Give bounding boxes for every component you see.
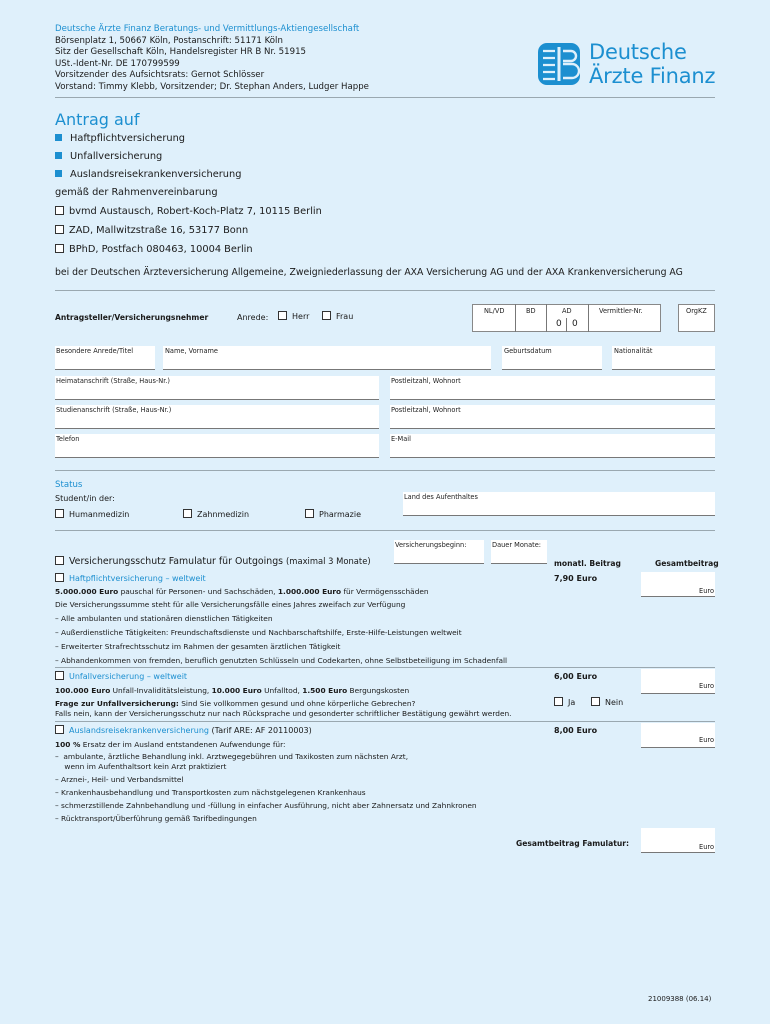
- bullet-icon: [55, 134, 62, 141]
- plz-wohnort-field[interactable]: Postleitzahl, Wohnort: [390, 405, 715, 429]
- telefon-field[interactable]: Telefon: [55, 434, 379, 458]
- framework-intro: gemäß der Rahmenvereinbarung: [55, 187, 218, 198]
- form-number: 21009388 (06.14): [648, 995, 712, 1003]
- header-line: Sitz der Gesellschaft Köln, Handelsregister HR B Nr. 51915: [55, 47, 307, 58]
- status-title: Status: [55, 480, 83, 490]
- ausland-price: 8,00 Euro: [554, 726, 598, 735]
- name-field[interactable]: Name, Vorname: [163, 346, 491, 370]
- divider: [55, 530, 715, 531]
- unfall-question: Frage zur Unfallversicherung: Sind Sie vollkommen gesund und ohne körperliche Gebrechen?: [55, 699, 416, 708]
- code-label-orgkz: OrgKZ: [686, 307, 707, 315]
- total-label: Gesamtbeitrag Famulatur:: [516, 839, 630, 848]
- checkbox-icon[interactable]: [55, 244, 64, 253]
- haftpflicht-item: – Außerdienstliche Tätigkeiten: Freundschaftsdienste und Nachbarschaftshilfe, Erste-Hilfe-Leistungen weltweit: [55, 628, 462, 637]
- form-title: Antrag auf: [55, 110, 140, 129]
- header-line: Vorsitzender des Aufsichtsrats: Gernot Schlösser: [55, 70, 265, 81]
- haftpflicht-option[interactable]: Haftpflichtversicherung – weltweit: [55, 573, 206, 583]
- column-total: Gesamtbeitrag: [655, 559, 719, 568]
- haftpflicht-item: – Erweiterter Strafrechtsschutz im Rahmen der gesamten ärztlichen Tätigkeit: [55, 642, 341, 651]
- checkbox-icon[interactable]: [55, 509, 64, 518]
- unfall-sum-line: 100.000 Euro Unfall-Invaliditätsleistung, 10.000 Euro Unfalltod, 1.500 Euro Bergungskosten: [55, 686, 410, 695]
- coverage-title[interactable]: Versicherungsschutz Famulatur für Outgoings (maximal 3 Monate): [55, 556, 371, 567]
- ausland-item: – Rücktransport/Überführung gemäß Tarifbedingungen: [55, 814, 257, 823]
- status-option-pharmazie[interactable]: Pharmazie: [305, 509, 361, 519]
- company-logo: [537, 42, 717, 88]
- status-option-humanmedizin[interactable]: Humanmedizin: [55, 509, 129, 519]
- code-label-nlvd: NL/VD: [484, 307, 505, 315]
- logo-text-line1: Deutsche: [589, 40, 687, 64]
- unfall-total-field[interactable]: Euro: [641, 669, 715, 694]
- unfall-option[interactable]: Unfallversicherung – weltweit: [55, 671, 187, 681]
- anrede-frau-option[interactable]: Frau: [322, 311, 353, 321]
- divider: [55, 667, 715, 668]
- anrede-label: Anrede:: [237, 313, 269, 322]
- heimatanschrift-field[interactable]: Heimatanschrift (Straße, Haus-Nr.): [55, 376, 379, 400]
- framework-option-bvmd[interactable]: bvmd Austausch, Robert-Koch-Platz 7, 10115 Berlin: [55, 206, 322, 217]
- insurance-type-item: Auslandsreisekrankenversicherung: [55, 169, 241, 180]
- checkbox-icon[interactable]: [278, 311, 287, 320]
- applicant-section-label: Antragsteller/Versicherungsnehmer: [55, 313, 209, 322]
- ausland-total-field[interactable]: Euro: [641, 723, 715, 748]
- bullet-icon: [55, 170, 62, 177]
- studienanschrift-field[interactable]: Studienanschrift (Straße, Haus-Nr.): [55, 405, 379, 429]
- checkbox-icon[interactable]: [55, 671, 64, 680]
- divider: [55, 97, 715, 98]
- checkbox-icon[interactable]: [305, 509, 314, 518]
- framework-option-bphd[interactable]: BPhD, Postfach 080463, 10004 Berlin: [55, 244, 253, 255]
- insurance-type-item: Unfallversicherung: [55, 151, 162, 162]
- logo-mark-icon: [537, 42, 581, 86]
- ausland-intro: 100 % Ersatz der im Ausland entstandenen Aufwendunge für:: [55, 740, 286, 749]
- framework-option-zad[interactable]: ZAD, Mallwitzstraße 16, 53177 Bonn: [55, 225, 248, 236]
- checkbox-icon[interactable]: [183, 509, 192, 518]
- header-line: Börsenplatz 1, 50667 Köln, Postanschrift: 51171 Köln: [55, 35, 283, 46]
- haftpflicht-item: – Alle ambulanten und stationären dienstlichen Tätigkeiten: [55, 614, 273, 623]
- student-label: Student/in der:: [55, 494, 115, 503]
- code-label-ad: AD: [562, 307, 572, 315]
- ad-digit: 0: [556, 319, 562, 329]
- checkbox-icon[interactable]: [554, 697, 563, 706]
- haftpflicht-sum-line: 5.000.000 Euro pauschal für Personen- und Sachschäden, 1.000.000 Euro für Vermögensschäden: [55, 587, 429, 596]
- haftpflicht-total-field[interactable]: Euro: [641, 572, 715, 597]
- code-label-vermittler: Vermittler-Nr.: [599, 307, 643, 315]
- divider: [55, 721, 715, 722]
- header-line: Vorstand: Timmy Klebb, Vorsitzender; Dr. Stephan Anders, Ludger Happe: [55, 81, 369, 92]
- unfall-note: Falls nein, kann der Versicherungsschutz nur nach Rücksprache und gesonderter schriftlicher Bestätigung gewährt werden.: [55, 709, 512, 718]
- ausland-item: – schmerzstillende Zahnbehandlung und -füllung in einfacher Ausführung, nicht aber Zahnersatz und Zahnkronen: [55, 801, 477, 810]
- haftpflicht-note: Die Versicherungssumme steht für alle Versicherungsfälle eines Jahres zweifach zur Verfügung: [55, 600, 406, 609]
- ausland-option[interactable]: Auslandsreisekrankenversicherung (Tarif ARE: AF 20110003): [55, 725, 312, 735]
- checkbox-icon[interactable]: [55, 556, 64, 565]
- checkbox-icon[interactable]: [55, 206, 64, 215]
- divider: [55, 290, 715, 291]
- company-header: [55, 24, 369, 94]
- checkbox-icon[interactable]: [591, 697, 600, 706]
- email-field[interactable]: E-Mail: [390, 434, 715, 458]
- gesamtbeitrag-field[interactable]: Euro: [641, 828, 715, 853]
- haftpflicht-price: 7,90 Euro: [554, 574, 598, 583]
- unfall-price: 6,00 Euro: [554, 672, 598, 681]
- ausland-item: – Arznei-, Heil- und Verbandsmittel: [55, 775, 184, 784]
- land-aufenthalt-field[interactable]: Land des Aufenthaltes: [403, 492, 715, 516]
- header-line: USt.-Ident-Nr. DE 170799599: [55, 58, 180, 69]
- checkbox-icon[interactable]: [55, 573, 64, 582]
- insurance-type-item: Haftpflichtversicherung: [55, 133, 185, 144]
- checkbox-icon[interactable]: [322, 311, 331, 320]
- code-label-bd: BD: [526, 307, 536, 315]
- bullet-icon: [55, 152, 62, 159]
- haftpflicht-item: – Abhandenkommen von fremden, beruflich genutzten Schlüsseln und Codekarten, ohne Selbstbeteiligung im Schadenfall: [55, 656, 508, 665]
- checkbox-icon[interactable]: [55, 225, 64, 234]
- company-name: Deutsche Ärzte Finanz Beratungs- und Vermittlungs-Aktiengesellschaft: [55, 24, 360, 34]
- anrede-herr-option[interactable]: Herr: [278, 311, 309, 321]
- ad-digit: 0: [572, 319, 578, 329]
- ausland-item: – Krankenhausbehandlung und Transportkosten zum nächstgelegenen Krankenhaus: [55, 788, 366, 797]
- divider: [55, 470, 715, 471]
- logo-text-line2: Ärzte Finanz: [589, 64, 716, 88]
- ausland-item: wenn im Aufenthaltsort kein Arzt praktiziert: [55, 762, 227, 771]
- geburtsdatum-field[interactable]: Geburtsdatum: [502, 346, 602, 370]
- anrede-titel-field[interactable]: Besondere Anrede/Titel: [55, 346, 155, 370]
- dauer-monate-field[interactable]: Dauer Monate:: [491, 540, 547, 564]
- unfall-nein-option[interactable]: Nein: [591, 697, 623, 707]
- status-option-zahnmedizin[interactable]: Zahnmedizin: [183, 509, 249, 519]
- versicherungsbeginn-field[interactable]: Versicherungsbeginn:: [394, 540, 484, 564]
- insurer-text: bei der Deutschen Ärzteversicherung Allgemeine, Zweigniederlassung der AXA Versicherung AG und der AXA Krankenversicherung AG: [55, 267, 683, 278]
- ausland-item: – ambulante, ärztliche Behandlung inkl. Arztwegegebühren und Taxikosten zum nächsten Arzt,: [55, 752, 409, 761]
- unfall-ja-option[interactable]: Ja: [554, 697, 575, 707]
- column-monthly: monatl. Beitrag: [554, 559, 621, 568]
- plz-wohnort-field[interactable]: Postleitzahl, Wohnort: [390, 376, 715, 400]
- checkbox-icon[interactable]: [55, 725, 64, 734]
- nationalitaet-field[interactable]: Nationalität: [612, 346, 715, 370]
